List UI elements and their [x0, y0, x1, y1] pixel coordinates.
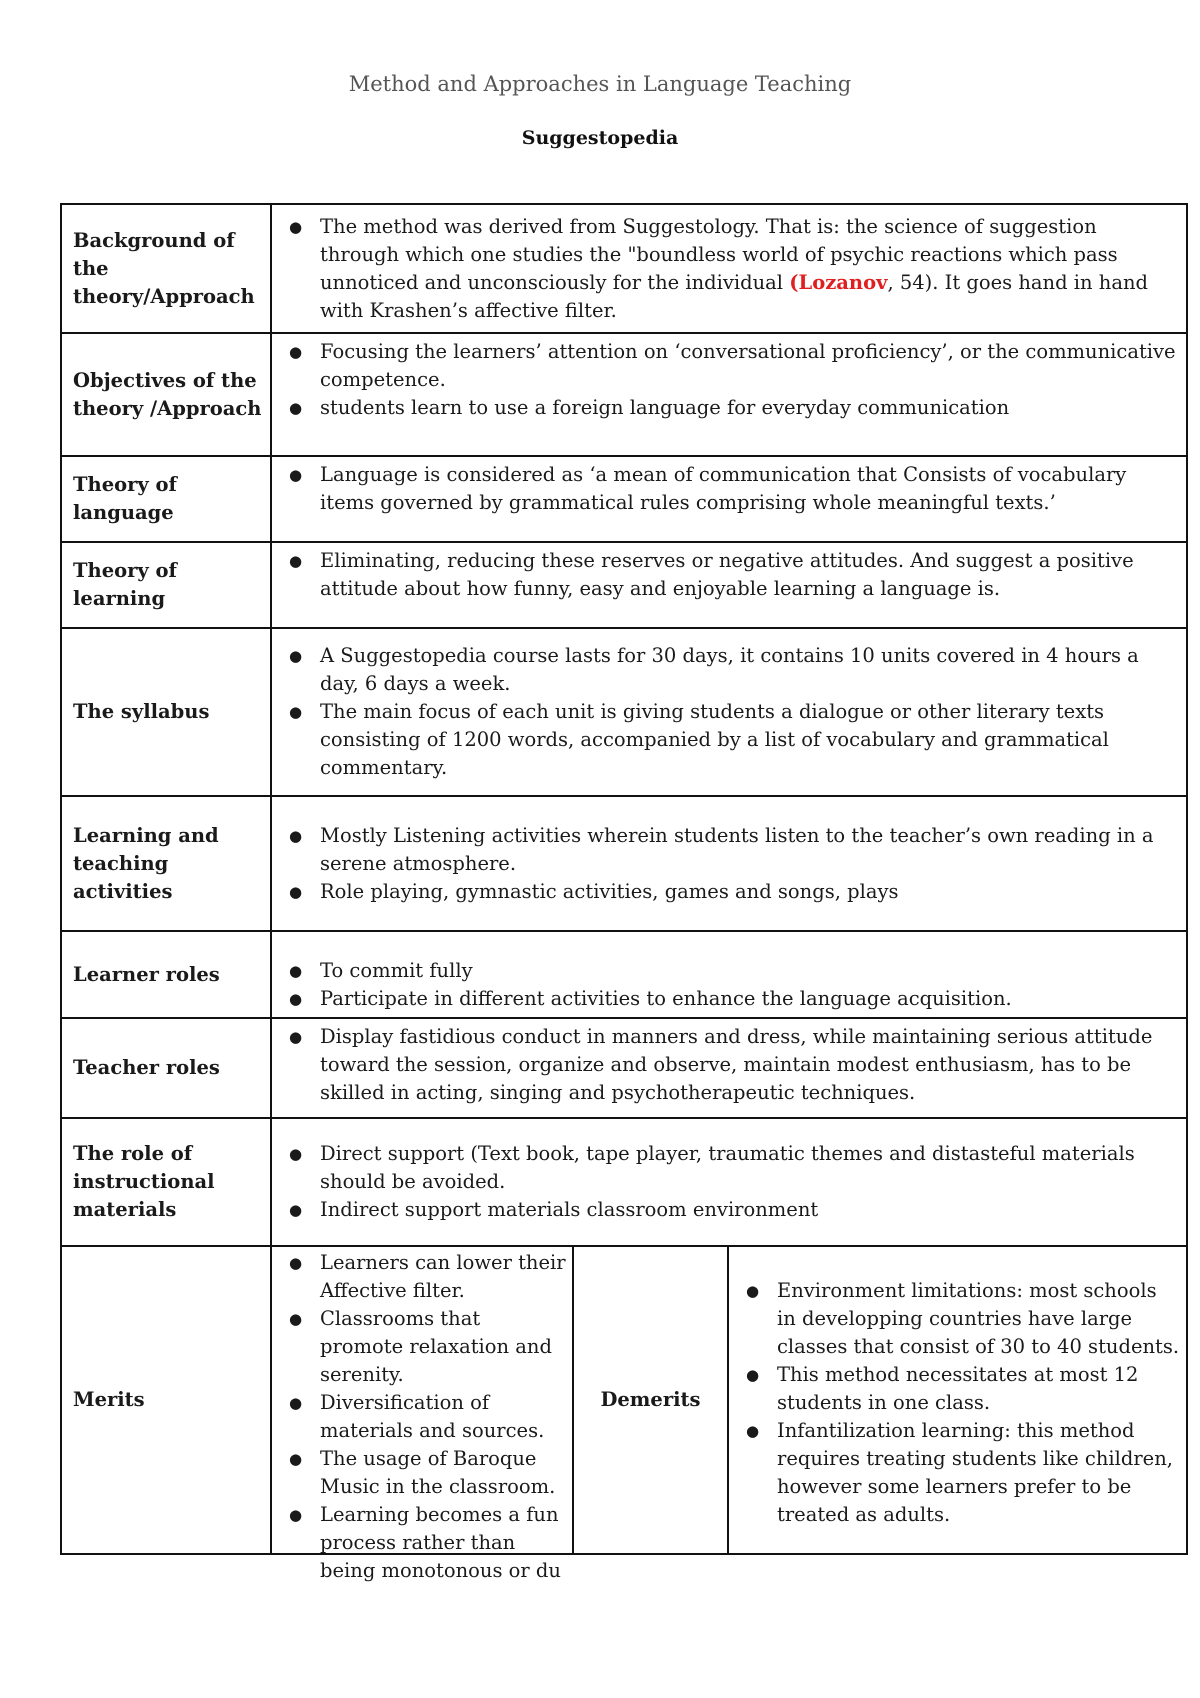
merits-content — [271, 1246, 573, 1582]
row-content — [271, 542, 1187, 628]
page-title: Suggestopedia — [521, 127, 679, 149]
list-item: ● Learning becomes a fun process rather than being monotonous or du — [289, 1503, 561, 1582]
row-content — [271, 333, 1187, 456]
bullet-icon: ● — [289, 1506, 303, 1524]
merits-label: Merits — [61, 1246, 271, 1554]
bullet-icon: ● — [746, 1282, 760, 1300]
demerits-label: Demerits — [573, 1246, 728, 1554]
row-materials — [61, 1118, 1187, 1246]
course-title: Method and Approaches in Language Teaching — [348, 72, 852, 96]
bullet-icon: ● — [289, 217, 303, 236]
bullet-icon: ● — [746, 1422, 760, 1440]
row-label: Learning and teaching activities — [61, 796, 271, 931]
row-theory-language — [61, 456, 1187, 542]
bullet-icon: ● — [289, 647, 303, 665]
bullet-icon: ● — [289, 1201, 303, 1219]
row-syllabus — [61, 628, 1187, 796]
row-label: The role of instructional materials — [61, 1118, 271, 1246]
bullet-icon: ● — [289, 399, 303, 417]
row-label: Objectives of the theory /Approach — [61, 333, 271, 456]
list-item: ● Focusing the learners’ attention on ‘conversational proficiency’, or the communicative competence. — [289, 340, 1176, 391]
bullet-icon: ● — [289, 1450, 303, 1468]
list-item: ● A Suggestopedia course lasts for 30 days, it contains 10 units covered in 4 hours a day, 6 days a week. — [289, 644, 1139, 695]
list-item: ● Mostly Listening activities wherein students listen to the teacher’s own reading in a serene atmosphere. — [289, 823, 1154, 875]
bullet-icon: ● — [289, 962, 303, 980]
row-content — [271, 204, 1187, 333]
list-item: ● Diversification of materials and sources. — [289, 1391, 545, 1442]
bullet-icon: ● — [289, 1145, 303, 1163]
list-item: ● The usage of Baroque Music in the classroom. — [289, 1447, 556, 1498]
row-background — [61, 204, 1187, 333]
bullet-icon: ● — [289, 990, 303, 1008]
bullet-icon: ● — [289, 1028, 303, 1046]
bullet-icon: ● — [289, 1394, 303, 1412]
row-theory-learning — [61, 542, 1187, 628]
row-label: Theory of language — [61, 456, 271, 542]
row-objectives — [61, 333, 1187, 456]
demerits-content — [728, 1246, 1187, 1554]
list-item: ● Direct support (Text book, tape player, traumatic themes and distasteful materials should be avoided. — [289, 1142, 1135, 1193]
list-item: ● Participate in different activities to enhance the language acquisition. — [282, 985, 1180, 1013]
bullet-icon: ● — [289, 466, 303, 484]
row-content — [271, 931, 1187, 1018]
bullet-icon: ● — [289, 703, 303, 721]
row-teacher-roles — [61, 1018, 1187, 1118]
list-item: ● Classrooms that promote relaxation and serenity. — [289, 1307, 552, 1386]
list-item: ● Language is considered as ‘a mean of communication that Consists of vocabulary items governed by grammatical rules comprising whole meaningful texts.’ — [289, 463, 1127, 514]
citation-open: ( — [789, 270, 799, 294]
bullet-icon: ● — [746, 1366, 760, 1384]
list-item: ● Environment limitations: most schools in developping countries have large classes that consist of 30 to 40 students. — [746, 1279, 1180, 1358]
list-item: ● This method necessitates at most 12 students in one class. — [746, 1363, 1139, 1414]
row-merits-demerits — [61, 1246, 1187, 1554]
list-item: ● The main focus of each unit is giving students a dialogue or other literary texts consisting of 1200 words, accompanied by a list of vocabulary and grammatical commentary. — [289, 700, 1109, 779]
row-label: Teacher roles — [61, 1018, 271, 1118]
row-label: The syllabus — [61, 628, 271, 796]
list-item: ● The method was derived from Suggestology. That is: the science of suggestion through which one studies the "boundless world of psychic reactions which pass unnoticed and unconsciously for the individual (Lozanov, 54). It goes hand in hand with Krashen’s affective filter. — [289, 214, 1149, 322]
row-learner-roles — [61, 931, 1187, 1018]
bullet-icon: ● — [289, 1254, 303, 1272]
list-item: ● Indirect support materials classroom environment — [282, 1196, 1180, 1224]
row-content — [271, 628, 1187, 796]
row-content — [271, 796, 1187, 931]
row-label: Background of the theory/Approach — [61, 204, 271, 333]
row-content — [271, 456, 1187, 542]
citation-author: Lozanov — [798, 270, 888, 294]
suggestopedia-table — [60, 203, 1188, 1582]
row-content — [271, 1018, 1187, 1118]
list-item: ● Eliminating, reducing these reserves or negative attitudes. And suggest a positive attitude about how funny, easy and enjoyable learning a language is. — [289, 549, 1134, 600]
list-item: ● Infantilization learning: this method requires treating students like children, however some learners prefer to be treated as adults. — [746, 1419, 1173, 1526]
list-item: ● Display fastidious conduct in manners and dress, while maintaining serious attitude toward the session, organize and observe, maintain modest enthusiasm, has to be skilled in acting, singing and psychotherapeutic techniques. — [289, 1025, 1153, 1104]
bullet-icon: ● — [289, 343, 303, 361]
bullet-icon: ● — [289, 552, 303, 570]
row-content — [271, 1118, 1187, 1246]
list-item: ● Role playing, gymnastic activities, games and songs, plays — [282, 878, 1180, 906]
bullet-icon: ● — [289, 882, 303, 901]
row-label: Theory of learning — [61, 542, 271, 628]
list-item: ● Learners can lower their Affective filter. — [289, 1251, 566, 1302]
list-item: ● students learn to use a foreign language for everyday communication — [282, 394, 1180, 422]
bullet-icon: ● — [289, 1310, 303, 1328]
list-item: ● To commit fully — [282, 957, 1180, 985]
row-label: Learner roles — [61, 931, 271, 1018]
bullet-icon: ● — [289, 826, 303, 845]
row-activities — [61, 796, 1187, 931]
